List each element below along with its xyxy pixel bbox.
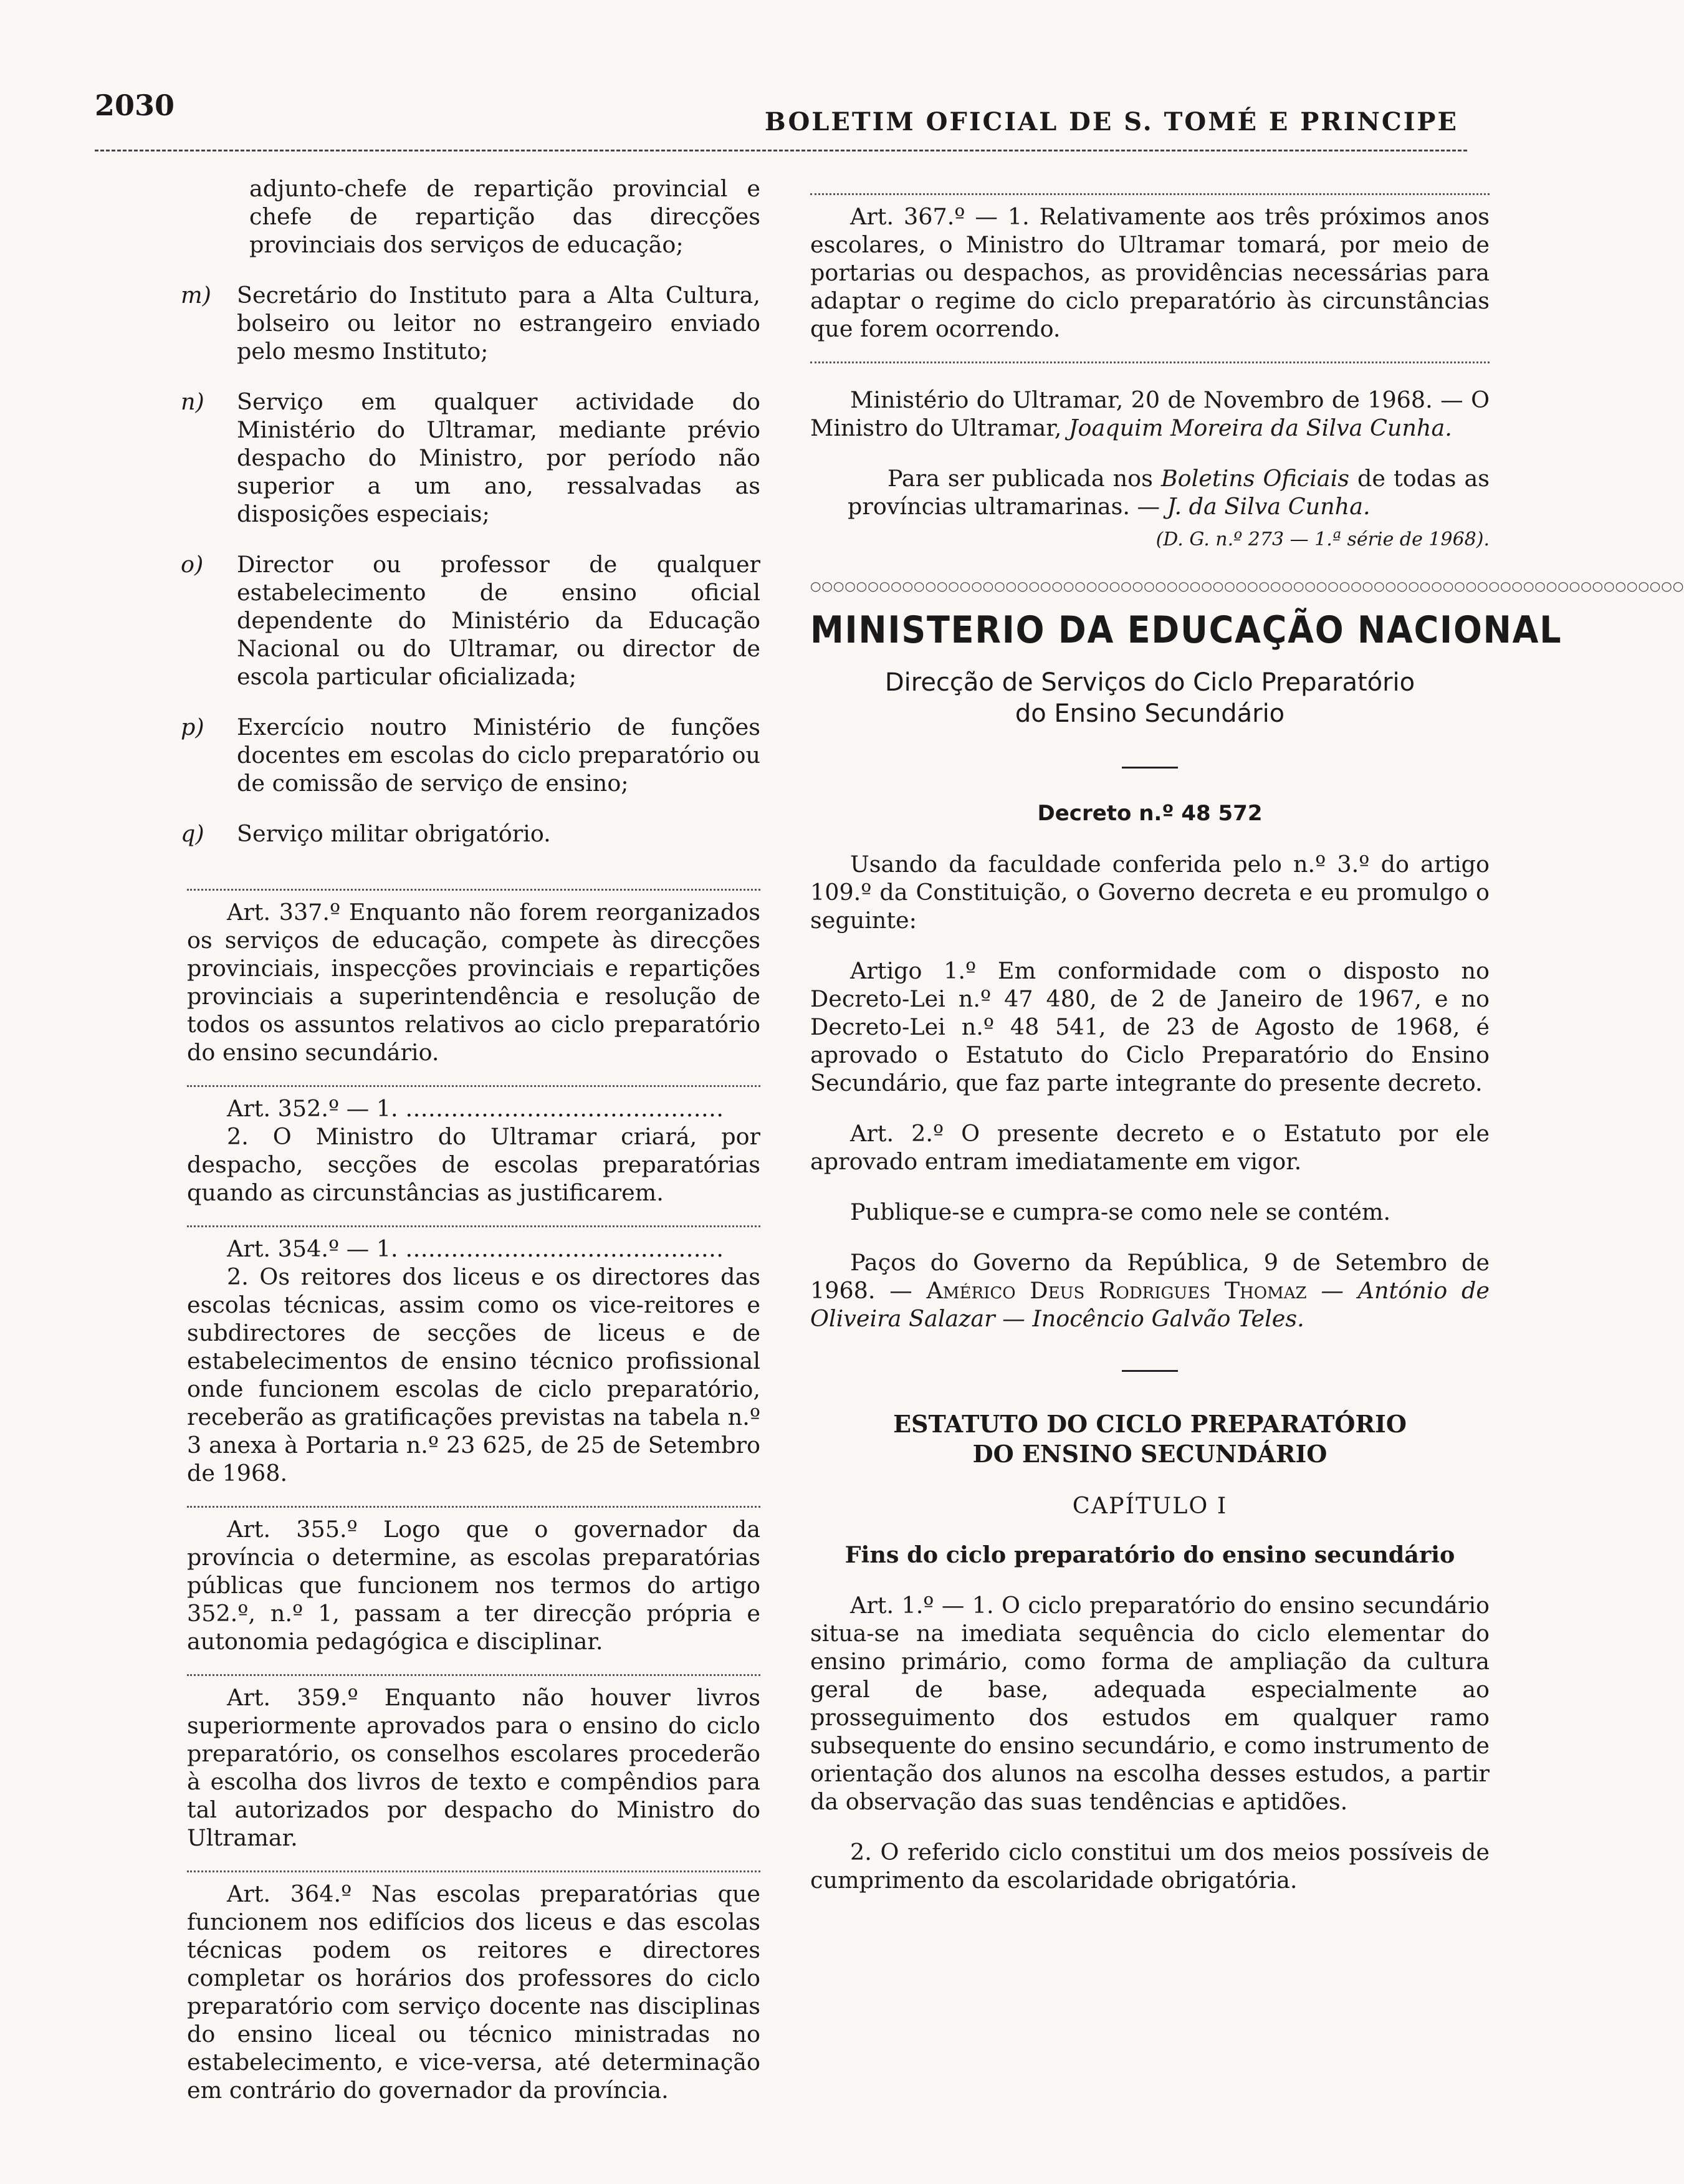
ministry-signature <box>810 386 1490 442</box>
decree-title: Decreto n.º 48 572 <box>1037 801 1263 826</box>
left-column <box>181 175 760 2104</box>
article-354-heading: Art. 354.º — 1. …………………………………… <box>227 1235 724 1262</box>
ellipsis-rule <box>810 175 1490 195</box>
direction-heading <box>810 667 1490 729</box>
statute-article-1-para-2: 2. O referido ciclo constitui um dos meios possíveis de cumprimento da escolaridade obrigatória. <box>810 1839 1490 1894</box>
item-m <box>181 281 760 365</box>
publication-sign: J. da Silva Cunha. <box>1167 493 1371 520</box>
direction-line-1: Direcção de Serviços do Ciclo Preparatório <box>884 668 1415 697</box>
item-label: q) <box>181 820 204 847</box>
item-o <box>181 550 760 691</box>
article-354-para-2: 2. Os reitores dos liceus e os directores das escolas técnicas, assim como os vice-reitores e subdirectores de secções de liceus e de estabelecimentos de ensino técnico profissional onde funcionem escolas de ciclo preparatório, receberão as gratificações previstas na tabela n.º 3 anexa à Portaria n.º 23 625, de 25 de Setembro de 1968. <box>187 1263 760 1487</box>
pacos-president: Américo Deus Rodrigues Thomaz <box>926 1277 1307 1304</box>
short-divider <box>1122 767 1178 769</box>
item-q <box>181 820 760 848</box>
statute-line-1: ESTATUTO DO CICLO PREPARATÓRIO <box>893 1410 1407 1438</box>
ellipsis-rule <box>187 1655 760 1676</box>
item-label: o) <box>181 551 204 578</box>
article-337: Art. 337.º Enquanto não forem reorganizados os serviços de educação, compete às direcções provinciais, inspecções provinciais e repartições provinciais a superintendência e resolução de todos os assuntos relativos ao ciclo preparatório do ensino secundário. <box>187 899 760 1066</box>
ellipsis-rule <box>187 1852 760 1872</box>
ellipsis-rule <box>187 870 760 891</box>
right-column <box>810 175 1684 1894</box>
ellipsis-rule <box>187 1066 760 1087</box>
signature-place: Ministério do Ultramar, 20 de Novembro de 1968. — O Ministro do Ultramar, <box>810 386 1490 441</box>
chapter-title: Fins do ciclo preparatório do ensino secundário <box>844 1541 1455 1568</box>
publication-note <box>810 464 1490 520</box>
pacos-ministers: — António de Oliveira Salazar — Inocêncio Galvão Teles. <box>810 1277 1490 1332</box>
article-364: Art. 364.º Nas escolas preparatórias que funcionem nos edifícios dos liceus e das escolas técnicas podem os reitores e directores completar os horários dos professores do ciclo preparatório com serviço docente nas disciplinas do ensino liceal ou técnico ministradas no estabelecimento, e vice-versa, até determinação em contrário do governador da província. <box>187 1880 760 2104</box>
signature-name: Joaquim Moreira da Silva Cunha. <box>1068 414 1452 441</box>
article-367: Art. 367.º — 1. Relativamente aos três próximos anos escolares, o Ministro do Ultramar tomará, por meio de portarias ou despachos, as providências necessárias para adaptar o regime do ciclo preparatório às circunstâncias que forem ocorrendo. <box>810 203 1490 342</box>
header-divider <box>95 150 1467 151</box>
article-355: Art. 355.º Logo que o governador da província o determine, as escolas preparatórias públicas que funcionem nos termos do artigo 352.º, n.º 1, passam a ter direcção própria e autonomia pedagógica e disciplinar. <box>187 1516 760 1655</box>
item-text: Serviço em qualquer actividade do Ministério do Ultramar, mediante prévio despacho do Ministro, por período não superior a um ano, ressalvadas as disposições especiais; <box>237 388 760 527</box>
publication-italic: Boletins Oficiais <box>1160 465 1350 492</box>
page-number: 2030 <box>95 89 175 122</box>
article-352-para-2: 2. O Ministro do Ultramar criará, por despacho, secções de escolas preparatórias quando as circunstâncias as justificarem. <box>187 1123 760 1206</box>
item-l-continuation: adjunto-chefe de repartição provincial e chefe de repartição das direcções provinciais dos serviços de educação; <box>249 175 760 258</box>
ornamental-divider: ○○○○○○○○○○○○○○○○○○○○○○○○○○○○○○○○○○○○○○○○○○○○○○○○○○○○○○○○○○○○○○○○○○○○○○○○○○○○ <box>810 578 1684 593</box>
item-p <box>181 713 760 797</box>
item-label: m) <box>181 282 211 309</box>
statute-article-1-para-1: Art. 1.º — 1. O ciclo preparatório do ensino secundário situa-se na imediata sequência do ciclo elementar do ensino primário, como forma de ampliação da cultura geral de base, adequada especialmente ao prosseguimento dos estudos em qualquer ramo subsequente do ensino secundário, e como instrumento de orientação dos alunos na escolha desses estudos, a partir da observação das suas tendências e aptidões. <box>810 1592 1490 1815</box>
ellipsis-rule <box>810 343 1490 363</box>
decree-article-1: Artigo 1.º Em conformidade com o disposto no Decreto-Lei n.º 47 480, de 2 de Janeiro de 1967, e no Decreto-Lei n.º 48 541, de 23 de Agosto de 1968, é aprovado o Estatuto do Ciclo Preparatório do Ensino Secundário, que faz parte integrante do presente decreto. <box>810 957 1490 1096</box>
pacos-signature <box>810 1248 1490 1333</box>
statute-title <box>810 1409 1490 1469</box>
pacos-prefix: Paços do Governo da República, 9 de Setembro de 1968. — <box>810 1249 1490 1304</box>
chapter-heading: CAPÍTULO I <box>1072 1492 1228 1519</box>
running-title: BOLETIM OFICIAL DE S. TOMÉ E PRINCIPE <box>764 107 1458 136</box>
ministry-title: MINISTERIO DA EDUCAÇÃO NACIONAL <box>810 608 1562 652</box>
direction-line-2: do Ensino Secundário <box>1015 699 1285 728</box>
article-352-heading: Art. 352.º — 1. …………………………………… <box>227 1095 724 1122</box>
item-n <box>181 388 760 528</box>
item-label: p) <box>181 714 204 740</box>
ellipsis-rule <box>187 1207 760 1227</box>
publication-suffix: de todas as províncias ultramarinas. — <box>848 465 1490 520</box>
item-text: Secretário do Instituto para a Alta Cultura, bolseiro ou leitor no estrangeiro enviado pelo mesmo Instituto; <box>237 282 760 365</box>
item-text: Director ou professor de qualquer estabelecimento de ensino oficial dependente do Ministério da Educação Nacional ou do Ultramar, ou director de escola particular oficializada; <box>237 551 760 690</box>
decree-article-2: Art. 2.º O presente decreto e o Estatuto por ele aprovado entram imediatamente em vigor. <box>810 1120 1490 1175</box>
short-divider <box>1122 1370 1178 1372</box>
item-text: Exercício noutro Ministério de funções docentes em escolas do ciclo preparatório ou de comissão de serviço de ensino; <box>237 714 760 797</box>
statute-line-2: DO ENSINO SECUNDÁRIO <box>972 1440 1328 1468</box>
item-text: Serviço militar obrigatório. <box>237 820 551 847</box>
item-label: n) <box>181 388 204 415</box>
decree-intro: Usando da faculdade conferida pelo n.º 3.º do artigo 109.º da Constituição, o Governo decreta e eu promulgo o seguinte: <box>810 851 1490 934</box>
diario-governo-reference: (D. G. n.º 273 — 1.ª série de 1968). <box>1155 529 1490 550</box>
article-359: Art. 359.º Enquanto não houver livros superiormente aprovados para o ensino do ciclo preparatório, os conselhos escolares procederão à escolha dos livros de texto e compêndios para tal autorizados por despacho do Ministro do Ultramar. <box>187 1684 760 1851</box>
publication-prefix: Para ser publicada nos <box>887 465 1161 492</box>
ellipsis-rule <box>187 1487 760 1508</box>
publique-line: Publique-se e cumpra-se como nele se contém. <box>850 1199 1391 1225</box>
